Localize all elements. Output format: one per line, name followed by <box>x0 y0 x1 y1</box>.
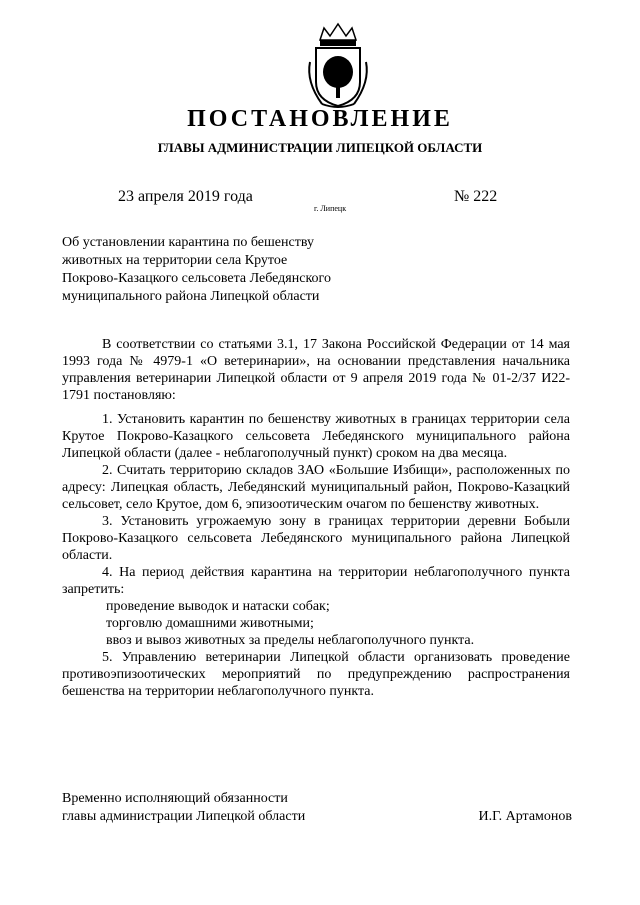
coat-of-arms-emblem <box>302 22 374 110</box>
prohibition-item: торговлю домашними животными; <box>106 616 314 631</box>
clause-paragraph: 1. Установить карантин по бешенству животных в границах территории села Крутое Покрово-Казацкого сельсовета Лебедянского муниципального района Липецкой области (далее - неблагополучный пункт) сроком на два месяца. <box>62 412 570 461</box>
document-date: 23 апреля 2019 года <box>118 188 253 205</box>
signer-position: Временно исполняющий обязанности <box>62 791 288 806</box>
prohibition-item: проведение выводок и натаски собак; <box>106 599 330 614</box>
issuer-subtitle: ГЛАВЫ АДМИНИСТРАЦИИ ЛИПЕЦКОЙ ОБЛАСТИ <box>157 140 483 155</box>
subject-line: Об установлении карантина по бешенству <box>62 235 314 250</box>
document-city: г. Липецк <box>314 204 347 213</box>
document-body <box>62 336 570 700</box>
subject-line: муниципального района Липецкой области <box>62 289 320 304</box>
document-number: № 222 <box>454 188 498 205</box>
clause-paragraph: 5. Управлению ветеринарии Липецкой области организовать проведение противоэпизоотических мероприятий по предупреждению распространения бешенства на территории неблагополучного пункта. <box>62 650 570 699</box>
prohibition-item: ввоз и вывоз животных за пределы неблагополучного пункта. <box>106 633 475 648</box>
signature-block <box>62 790 572 826</box>
preamble-paragraph: В соответствии со статьями 3.1, 17 Закона Российской Федерации от 14 мая 1993 года № 4979-1 «О ветеринарии», на основании представления начальника управления ветеринарии Липецкой области от 9 апреля 2019 года № 01-2/37 И22-1791 постановляю: <box>62 337 570 403</box>
subject-line: Покрово-Казацкого сельсовета Лебедянского <box>62 271 331 286</box>
clause-paragraph: 2. Считать территорию складов ЗАО «Большие Избищи», расположенных по адресу: Липецкая область, Лебедянский муниципальный район, Покрово-Казацкий сельсовет, село Крутое, дом 6, эпизоотическим очагом по бешенству животных. <box>62 463 570 512</box>
document-title: ПОСТАНОВЛЕНИЕ <box>187 106 453 132</box>
subject-line: животных на территории села Крутое <box>62 253 288 268</box>
clause-paragraph: 3. Установить угрожаемую зону в границах территории деревни Бобыли Покрово-Казацкого сельсовета Лебедянского муниципального района Липецкой области. <box>62 514 570 563</box>
clause-paragraph: 4. На период действия карантина на территории неблагополучного пункта запретить: <box>62 565 570 597</box>
document-subject <box>62 234 382 306</box>
signer-name: И.Г. Артамонов <box>478 809 572 824</box>
signer-position: главы администрации Липецкой области <box>62 809 306 824</box>
